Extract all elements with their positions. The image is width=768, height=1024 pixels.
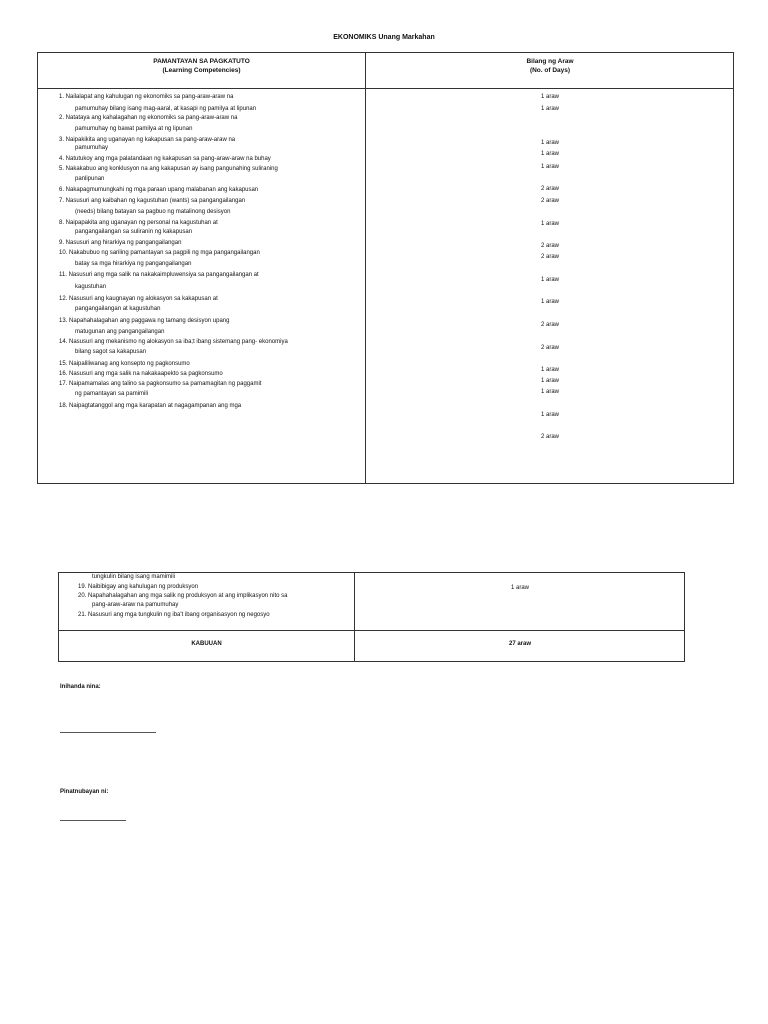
- competency-line: 13. Napahahalagahan ang paggawa ng tamang desisyon upang: [59, 318, 230, 324]
- competency-line: 17. Naipamamalas ang talino sa pagkonsumo sa pamamagitan ng paggamit: [59, 381, 262, 387]
- day-value: 1 araw: [540, 221, 559, 227]
- day-value: 1 araw: [510, 585, 529, 591]
- day-value: 2 araw: [540, 198, 559, 204]
- competency-line: pamumuhay: [75, 145, 109, 151]
- competency-line: pangangailangan at kagustuhan: [75, 306, 161, 312]
- competency-line: 6. Nakapagmumungkahi ng mga paraan upang malabanan ang kakapusan: [59, 187, 259, 193]
- noted-by-signature-line: [60, 820, 126, 821]
- competency-line: 10. Nakabubuo ng sariling pamantayan sa pagpili ng mga pangangailangan: [59, 250, 260, 256]
- competencies-table-continued: [58, 572, 685, 662]
- day-value: 1 araw: [540, 151, 559, 157]
- header-days-sublabel: (No. of Days): [529, 67, 571, 74]
- day-value: 1 araw: [540, 299, 559, 305]
- header-divider: [38, 88, 733, 89]
- days-column-header: [366, 57, 734, 75]
- day-value: 1 araw: [540, 367, 559, 373]
- day-value: 1 araw: [540, 94, 559, 100]
- competency-line: 21. Nasusuri ang mga tungkulin ng iba't ibang organisasyon ng negosyo: [78, 612, 270, 618]
- document-title: EKONOMIKS Unang Markahan: [333, 34, 435, 41]
- competency-line: 14. Nasusuri ang mekanismo ng alokasyon sa iba;t ibang sistemang pang- ekonomiya: [59, 339, 288, 345]
- day-value: 2 araw: [540, 345, 559, 351]
- total-label: KABUUAN: [191, 641, 222, 647]
- competency-line: 12. Nasusuri ang kaugnayan ng alokasyon sa kakapusan at: [59, 296, 218, 302]
- competency-line: 2. Natataya ang kahalagahan ng ekonomiks sa pang-araw-araw na: [59, 115, 238, 121]
- competency-line: 15. Naipaliliwanag ang konsepto ng pagkonsumo: [59, 361, 190, 367]
- day-value: 1 araw: [540, 378, 559, 384]
- competency-line: matugunan ang pangangailangan: [75, 329, 165, 335]
- competency-line: 18. Naipagtatanggol ang mga karapatan at nagagampanan ang mga: [59, 403, 242, 409]
- competency-line: pamumuhay ng bawat pamilya at ng lipunan: [75, 126, 193, 132]
- total-value: 27 araw: [508, 641, 532, 647]
- competency-line: 1. Nailalapat ang kahulugan ng ekonomiks sa pang-araw-araw na: [59, 94, 234, 100]
- noted-by-label: Pinatnubayan ni:: [60, 789, 109, 795]
- competency-line: ng pamantayan sa pamimili: [75, 391, 149, 397]
- competency-line: 9. Nasusuri ang hirarkiya ng pangangailangan: [59, 240, 182, 246]
- competency-line: tungkulin bilang isang mamimili: [92, 574, 176, 580]
- day-value: 2 araw: [540, 322, 559, 328]
- competency-line: (needs) bilang batayan sa pagbuo ng matalinong desisyon: [75, 209, 231, 215]
- prepared-by-label: Inihanda nina:: [60, 684, 101, 690]
- day-value: 1 araw: [540, 106, 559, 112]
- competencies-table: [37, 52, 734, 484]
- competency-line: batay sa mga hirarkiya ng pangangailangan: [75, 261, 192, 267]
- day-value: 1 araw: [540, 412, 559, 418]
- total-row-divider: [59, 630, 684, 631]
- header-competencies-label: PAMANTAYAN SA PAGKATUTO: [153, 58, 250, 65]
- day-value: 1 araw: [540, 164, 559, 170]
- header-competencies-sublabel: (Learning Competencies): [162, 67, 241, 74]
- competency-line: pangangailangan sa suliranin ng kakapusan: [75, 229, 193, 235]
- competency-line: 20. Napahahalagahan ang mga salik ng produksyon at ang implikasyon nito sa: [78, 593, 288, 599]
- competency-line: 8. Naipapakita ang uganayan ng personal na kagustuhan at: [59, 220, 218, 226]
- prepared-by-signature-line: [60, 732, 156, 733]
- competency-line: 19. Naibibigay ang kahulugan ng produksyon: [78, 584, 199, 590]
- competency-line: kagustuhan: [75, 284, 107, 290]
- competency-line: panlipunan: [75, 176, 105, 182]
- day-value: 2 araw: [540, 186, 559, 192]
- day-value: 2 araw: [540, 254, 559, 260]
- day-value: 2 araw: [540, 434, 559, 440]
- header-days-label: Bilang ng Araw: [526, 58, 574, 65]
- competency-line: pang-araw-araw na pamumuhay: [92, 602, 179, 608]
- competency-line: bilang sagot sa kakapusan: [75, 349, 147, 355]
- competency-line: pamumuhay bilang isang mag-aaral, at kasapi ng pamilya at lipunan: [75, 106, 257, 112]
- competency-line: 4. Natutukoy ang mga palatandaan ng kakapusan sa pang-araw-araw na buhay: [59, 156, 271, 162]
- day-value: 1 araw: [540, 277, 559, 283]
- competencies-column-header: [38, 57, 365, 75]
- competency-line: 16. Nasusuri ang mga salik na nakakaapekto sa pagkonsumo: [59, 371, 223, 377]
- competency-line: 7. Nasusuri ang kaibahan ng kagustuhan (wants) sa pangangailangan: [59, 198, 246, 204]
- day-value: 1 araw: [540, 389, 559, 395]
- competency-line: 11. Nasusuri ang mga salik na nakakaimpluwensiya sa pangangailangan at: [59, 272, 259, 278]
- day-value: 2 araw: [540, 243, 559, 249]
- competency-line: 5. Nakakabuo ang konklusyon na ang kakapusan ay isang pangunahing suliraning: [59, 166, 278, 172]
- day-value: 1 araw: [540, 140, 559, 146]
- competency-line: 3. Naipakikita ang uganayan ng kakapusan sa pang-araw-araw na: [59, 137, 236, 143]
